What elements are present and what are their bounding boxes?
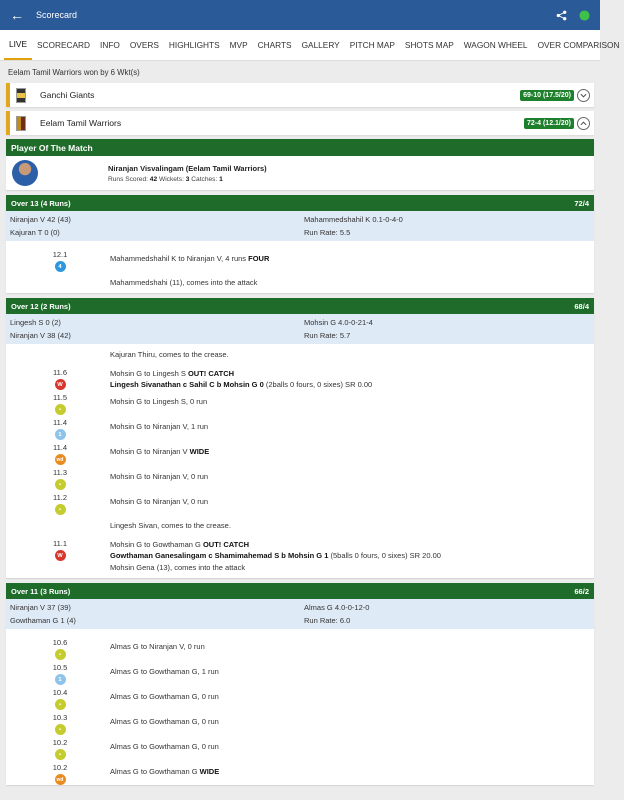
wicket-chip: W [55,379,66,390]
run-chip: 1 [55,429,66,440]
runs-label: Runs Scored: [108,175,148,183]
ball-text: Almas G to Gowthaman G, 0 run [110,717,219,726]
ball-number: 11.4 [52,443,68,452]
ball-number: 10.4 [52,688,68,697]
team-row-eelam-tamil-warriors[interactable] [6,111,594,135]
over-card-11 [6,583,594,785]
chevron-down-icon[interactable] [577,89,590,102]
wide-chip: wd [55,774,66,785]
over-title: Over 12 (2 Runs) [11,301,71,311]
run-rate: Run Rate: 5.5 [304,228,351,237]
avatar [12,160,38,186]
tab-over-comparison[interactable]: OVER COMPARISON [537,40,620,50]
over-title: Over 11 (3 Runs) [11,586,71,596]
over-header [6,298,594,314]
catches-label: Catches: [191,175,218,183]
live-content [0,61,600,785]
ball-text: Mohsin G to Niranjan V, 0 run [110,472,209,481]
ball-number: 10.3 [52,713,68,722]
status-dot-icon [579,10,590,21]
ball-number: 10.2 [52,763,68,772]
ball-text: Almas G to Niranjan V, 0 run [110,642,205,651]
match-result: Eelam Tamil Warriors won by 6 Wkt(s) [8,68,140,77]
ball-text: Mohsin G to Lingesh S [110,369,188,378]
share-icon[interactable] [556,10,567,21]
tab-info[interactable]: INFO [100,40,120,50]
ball-number: 11.5 [52,393,68,402]
batter-2: Niranjan V 38 (42) [10,331,71,340]
team-score-badge: 69-10 (17.5/20) [520,90,574,101]
ball-row [6,735,594,760]
tab-charts[interactable]: CHARTS [257,40,292,50]
over-total: 68/4 [574,301,589,311]
over-title: Over 13 (4 Runs) [11,198,71,208]
ball-number: 11.3 [52,468,68,477]
ball-number: 11.4 [52,418,68,427]
tab-scorecard[interactable]: SCORECARD [37,40,91,50]
over-card-13 [6,195,594,293]
ball-row [6,685,594,710]
ball-text: Almas G to Gowthaman G, 0 run [110,692,219,701]
ball-text: Almas G to Gowthaman G, 0 run [110,742,219,751]
team-name: Ganchi Giants [40,90,95,100]
ball-row [6,660,594,685]
ball-row [6,536,594,561]
tab-shots-map[interactable]: SHOTS MAP [404,40,454,50]
ball-row [6,390,594,415]
tab-pitch-map[interactable]: PITCH MAP [349,40,395,50]
over-stats [6,314,594,344]
ball-row [6,440,594,465]
ball-highlight: WIDE [199,767,220,776]
ball-number: 12.1 [52,250,68,259]
over-total: 66/2 [574,586,589,596]
chevron-up-icon[interactable] [577,117,590,130]
team-logo-icon [16,88,26,103]
ball-number: 11.6 [52,368,68,377]
batter-2: Kajuran T 0 (0) [10,228,60,237]
dismissal-stats: (2balls 0 fours, 0 sixes) SR 0.00 [263,380,373,389]
over-total: 72/4 [574,198,589,208]
app-title: Scorecard [36,10,78,20]
batter-1: Lingesh S 0 (2) [10,318,61,327]
ball-row [6,415,594,440]
ball-row [6,760,594,785]
ball-number: 11.1 [52,539,68,548]
dismissal-text: Gowthaman Ganesalingam c Shamimahemad S b Mohsin G 1 [110,551,329,560]
over-stats [6,211,594,241]
dot-ball-chip: • [55,724,66,735]
over-card-12 [6,298,594,578]
tab-live[interactable]: LIVE [4,30,32,60]
ball-text: Almas G to Gowthaman G [110,767,200,776]
ball-row [6,635,594,660]
batter-2: Gowthaman G 1 (4) [10,616,76,625]
player-of-the-match-card [6,139,594,190]
commentary-note: Kajuran Thiru, comes to the crease. [110,350,229,359]
runs-value: 42 [149,175,158,183]
ball-highlight: WIDE [189,447,210,456]
wickets-label: Wickets: [158,175,184,183]
run-chip: 1 [55,674,66,685]
ball-text: Mohsin G to Lingesh S, 0 run [110,397,208,406]
potm-name: Niranjan Visvalingam (Eelam Tamil Warriors) [108,163,267,173]
dot-ball-chip: • [55,504,66,515]
ball-row [6,710,594,735]
tab-wagon-wheel[interactable]: WAGON WHEEL [463,40,528,50]
over-stats [6,599,594,629]
team-score-badge: 72-4 (12.1/20) [524,118,574,129]
ball-row [6,247,594,272]
wicket-chip: W [55,550,66,561]
app-bar [0,0,600,30]
ball-highlight: FOUR [248,254,270,263]
commentary-note: Mahammedshahi (11), comes into the attack [110,278,258,287]
ball-text: Almas G to Gowthaman G, 1 run [110,667,219,676]
potm-stats [108,176,267,183]
ball-row [6,465,594,490]
bowler-figures: Almas G 4.0-0-12-0 [304,603,370,612]
four-run-chip: 4 [55,261,66,272]
ball-text: Mohsin G to Niranjan V, 0 run [110,497,209,506]
tab-gallery[interactable]: GALLERY [301,40,340,50]
ball-number: 11.2 [52,493,68,502]
over-header [6,583,594,599]
commentary-note: Lingesh Sivan, comes to the crease. [110,521,231,530]
dot-ball-chip: • [55,749,66,760]
dismissal-text: Lingesh Sivanathan c Sahil C b Mohsin G 0 [110,380,264,389]
tab-mvp[interactable]: MVP [229,40,248,50]
ball-text: Mohsin G to Niranjan V [110,447,190,456]
tab-bar [0,30,620,61]
dot-ball-chip: • [55,699,66,710]
commentary-note: Mohsin Gena (13), comes into the attack [110,563,246,572]
ball-number: 10.2 [52,738,68,747]
dot-ball-chip: • [55,649,66,660]
batter-1: Niranjan V 37 (39) [10,603,71,612]
dismissal-stats: (5balls 0 fours, 0 sixes) SR 20.00 [328,551,441,560]
over-header [6,195,594,211]
wide-chip: wd [55,454,66,465]
team-row-ganchi-giants[interactable] [6,83,594,107]
team-logo-icon [16,116,26,131]
ball-highlight: OUT! CATCH [202,540,250,549]
dot-ball-chip: • [55,404,66,415]
run-rate: Run Rate: 6.0 [304,616,351,625]
ball-text: Mahammedshahil K to Niranjan V, 4 runs [110,254,249,263]
dot-ball-chip: • [55,479,66,490]
team-name: Eelam Tamil Warriors [40,118,122,128]
potm-header: Player Of The Match [6,139,594,156]
run-rate: Run Rate: 5.7 [304,331,351,340]
wickets-value: 3 [185,175,190,183]
ball-row [6,490,594,515]
ball-number: 10.6 [52,638,68,647]
ball-number: 10.5 [52,663,68,672]
ball-highlight: OUT! CATCH [187,369,235,378]
ball-row [6,365,594,390]
tab-highlights[interactable]: HIGHLIGHTS [168,40,220,50]
tab-overs[interactable]: OVERS [129,40,159,50]
bowler-figures: Mohsin G 4.0-0-21-4 [304,318,373,327]
back-arrow-icon[interactable]: ← [10,7,24,23]
ball-text: Mohsin G to Gowthaman G [110,540,203,549]
batter-1: Niranjan V 42 (43) [10,215,71,224]
ball-text: Mohsin G to Niranjan V, 1 run [110,422,209,431]
bowler-figures: Mahammedshahil K 0.1-0-4-0 [304,215,403,224]
catches-value: 1 [219,175,223,183]
